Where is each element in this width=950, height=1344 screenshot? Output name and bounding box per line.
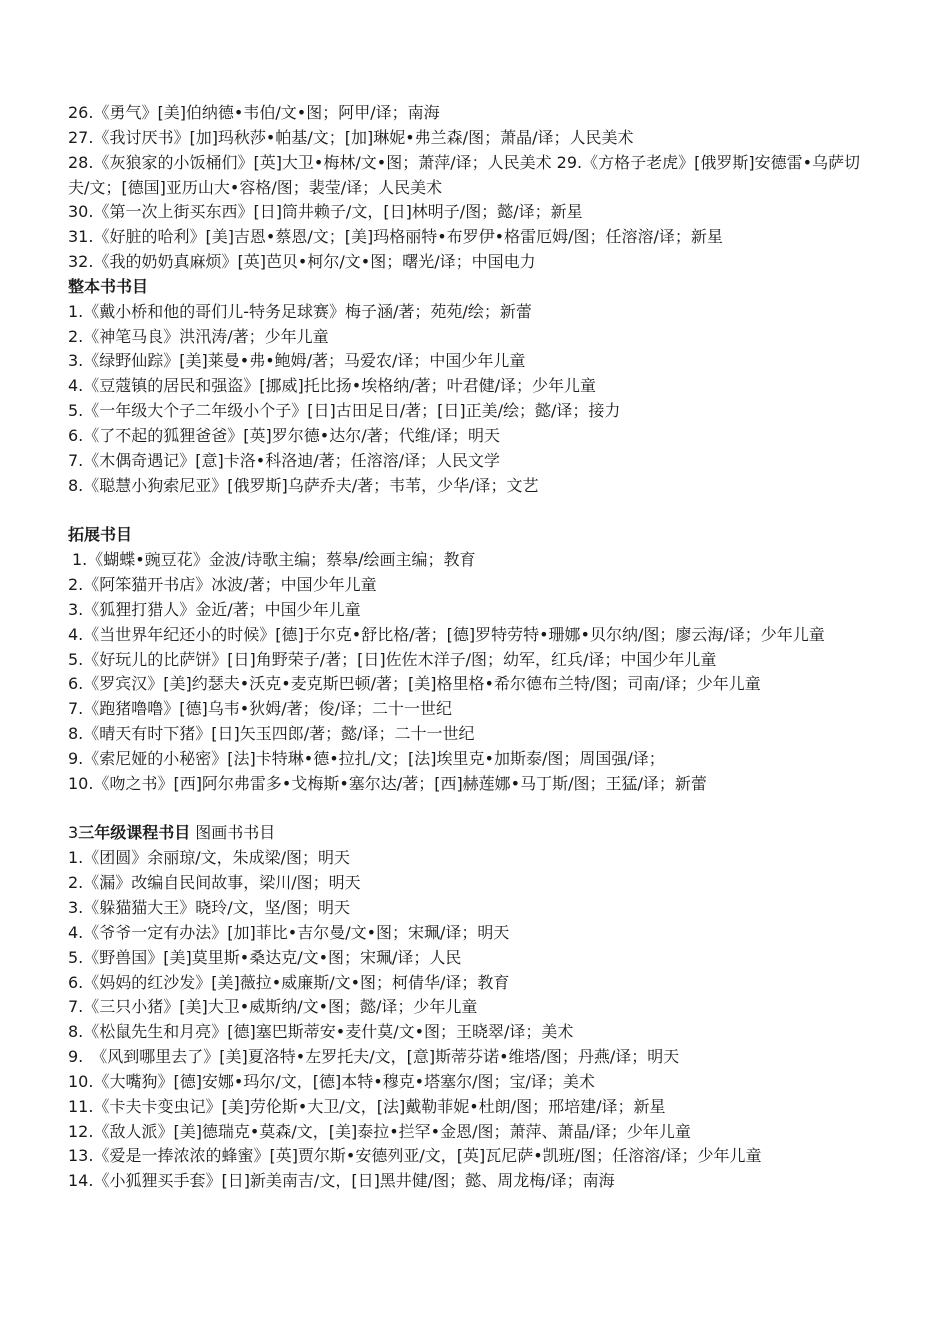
grade3-heading-title: 三年级课程书目	[78, 823, 191, 843]
list-item: 7.《木偶奇遇记》[意]卡洛•科洛迪/著；任溶溶/译；人民文学	[68, 450, 500, 470]
list-item: 11.《卡夫卡变虫记》[美]劳伦斯•大卫/文，[法]戴勒菲妮•杜朗/图；邢培建/译；新星	[68, 1096, 666, 1116]
list-item: 30.《第一次上街买东西》[日]筒井赖子/文，[日]林明子/图；懿/译；新星	[68, 202, 583, 222]
list-item: 3.《躲猫猫大王》晓玲/文，坚/图；明天	[68, 898, 351, 917]
list-item: 2.《阿笨猫开书店》冰波/著；中国少年儿童	[68, 575, 377, 595]
grade3-heading-number: 3	[68, 823, 79, 843]
section-heading-grade3	[68, 821, 898, 846]
list-item: 32.《我的奶奶真麻烦》[英]芭贝•柯尔/文•图；曙光/译；中国电力	[68, 252, 536, 272]
list-item: 10.《大嘴狗》[德]安娜•玛尔/文，[德]本特•穆克•塔塞尔/图；宝/译；美术	[68, 1071, 595, 1091]
list-item: 5.《一年级大个子二年级小个子》[日]古田足日/著；[日]正美/绘；懿/译；接力	[68, 401, 621, 421]
list-item: 5.《好玩儿的比萨饼》[日]角野荣子/著；[日]佐佐木洋子/图；幼军，红兵/译；中国少年儿童	[68, 649, 717, 669]
section-heading-whole-books: 整本书书目	[68, 276, 149, 296]
list-item: 3.《狐狸打猎人》金近/著；中国少年儿童	[68, 599, 361, 619]
list-item: 6.《妈妈的红沙发》[美]薇拉•威廉斯/文•图；柯倩华/译；教育	[68, 972, 510, 992]
section-heading-extended: 拓展书目	[68, 525, 133, 545]
list-item: 7.《跑猪噜噜》[德]乌韦•狄姆/著；俊/译；二十一世纪	[68, 699, 452, 719]
document-body	[68, 101, 898, 1194]
list-item: 1.《蝴蝶•豌豆花》金波/诗歌主编；蔡皋/绘画主编；教育	[72, 550, 476, 570]
list-item: 28.《灰狼家的小饭桶们》[英]大卫•梅林/文•图；萧萍/译；人民美术 29.《方格子老虎》[俄罗斯]安德雷•乌萨切夫/文；[德国]亚历山大•容格/图；裴莹/译；人民美术	[68, 152, 861, 197]
blank-line	[68, 499, 898, 524]
list-item: 10.《吻之书》[西]阿尔弗雷多•戈梅斯•塞尔达/著；[西]赫莲娜•马丁斯/图；王猛/译；新蕾	[68, 773, 707, 793]
list-item: 5.《野兽国》[美]莫里斯•桑达克/文•图；宋珮/译；人民	[68, 947, 462, 967]
list-item: 1.《戴小桥和他的哥们儿-特务足球赛》梅子涵/著；苑苑/绘；新蕾	[68, 301, 532, 321]
list-item: 14.《小狐狸买手套》[日]新美南吉/文，[日]黑井健/图；懿、周龙梅/译；南海	[68, 1171, 615, 1191]
list-item: 4.《豆蔻镇的居民和强盗》[挪威]托比扬•埃格纳/著；叶君健/译；少年儿童	[68, 376, 596, 396]
list-item: 1.《团圆》余丽琼/文，朱成梁/图；明天	[68, 848, 351, 868]
list-item: 3.《绿野仙踪》[美]莱曼•弗•鲍姆/著；马爱农/译；中国少年儿童	[68, 351, 526, 371]
list-item: 27.《我讨厌书》[加]玛秋莎•帕基/文；[加]琳妮•弗兰森/图；萧晶/译；人民美术	[68, 127, 634, 147]
list-item: 8.《晴天有时下猪》[日]矢玉四郎/著；懿/译；二十一世纪	[68, 724, 475, 744]
list-item: 12.《敌人派》[美]德瑞克•莫森/文，[美]泰拉•拦罕•金恩/图；萧萍、萧晶/译；少年儿童	[68, 1121, 691, 1141]
list-item: 31.《好脏的哈利》[美]吉恩•蔡恩/文；[美]玛格丽特•布罗伊•格雷厄姆/图；任溶溶/译；新星	[68, 227, 723, 247]
list-item: 26.《勇气》[美]伯纳德•韦伯/文•图；阿甲/译；南海	[68, 103, 440, 122]
list-item: 6.《了不起的狐狸爸爸》[英]罗尔德•达尔/著；代维/译；明天	[68, 425, 500, 445]
list-item: 4.《当世界年纪还小的时候》[德]于尔克•舒比格/著；[德]罗特劳特•珊娜•贝尔纳/图；廖云海/译；少年儿童	[68, 624, 825, 644]
list-item: 13.《爱是一捧浓浓的蜂蜜》[英]贾尔斯•安德列亚/文，[英]瓦尼萨•凯班/图；任溶溶/译；少年儿童	[68, 1146, 762, 1166]
list-item: 8.《松鼠先生和月亮》[德]塞巴斯蒂安•麦什莫/文•图；王晓翠/译；美术	[68, 1022, 574, 1042]
list-item: 6.《罗宾汉》[美]约瑟夫•沃克•麦克斯巴顿/著；[美]格里格•希尔德布兰特/图；司南/译；少年儿童	[68, 674, 761, 694]
list-item: 9. 《风到哪里去了》[美]夏洛特•左罗托夫/文，[意]斯蒂芬诺•维塔/图；丹燕/译；明天	[68, 1047, 680, 1067]
grade3-heading-subtitle: 图画书书目	[190, 823, 276, 843]
list-item: 2.《漏》改编自民间故事，梁川/图；明天	[68, 873, 361, 893]
blank-line	[68, 797, 898, 822]
list-item: 7.《三只小猪》[美]大卫•威斯纳/文•图；懿/译；少年儿童	[68, 997, 478, 1017]
list-item: 2.《神笔马良》洪汛涛/著；少年儿童	[68, 326, 329, 346]
list-item: 9.《索尼娅的小秘密》[法]卡特琳•德•拉扎/文；[法]埃里克•加斯泰/图；周国强/译；	[68, 748, 665, 768]
list-item: 8.《聪慧小狗索尼亚》[俄罗斯]乌萨乔夫/著；韦苇，少华/译；文艺	[68, 475, 539, 495]
list-item: 4.《爷爷一定有办法》[加]菲比•吉尔曼/文•图；宋珮/译；明天	[68, 922, 510, 942]
